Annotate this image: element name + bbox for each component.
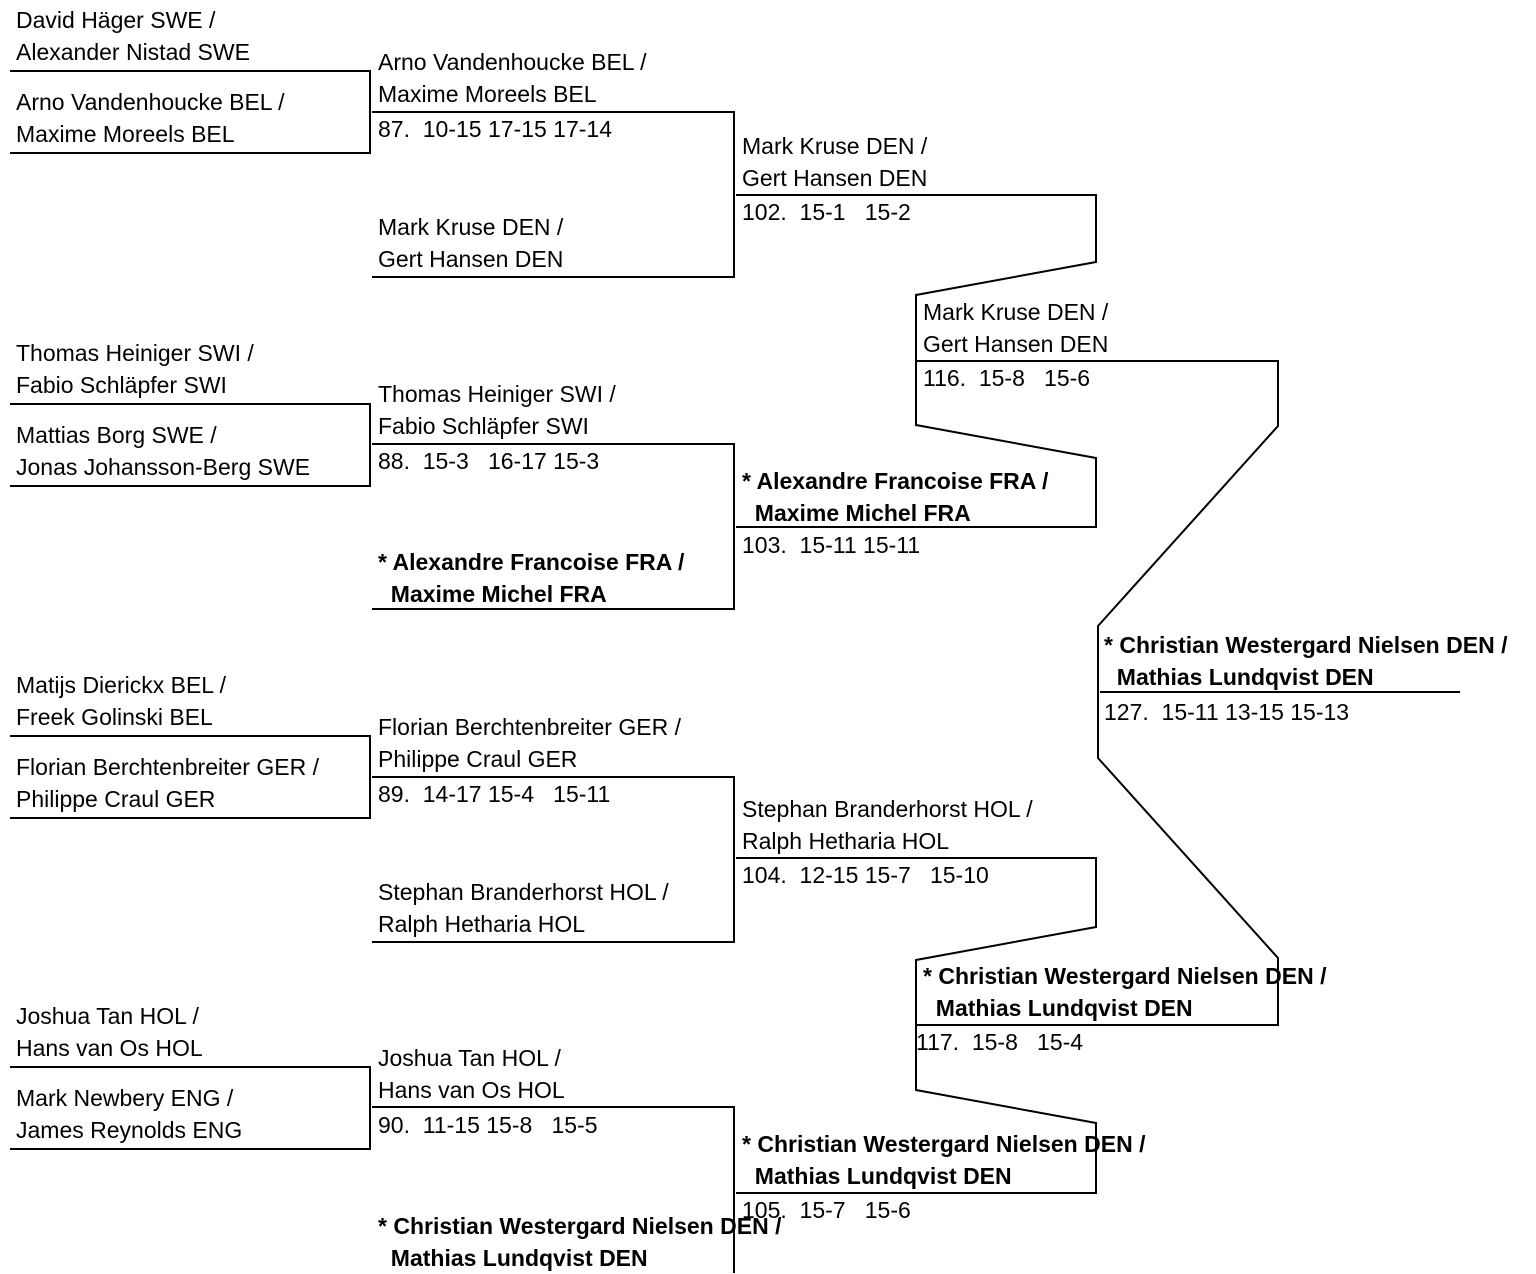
final-winner-top: * Christian Westergard Nielsen DEN / — [1104, 632, 1508, 658]
r2-match-score-89: 89. 14-17 15-4 15-11 — [378, 781, 611, 807]
r1-entry-1-top: David Häger SWE / — [16, 7, 216, 33]
r3-entry-3-top: Stephan Branderhorst HOL / — [742, 796, 1033, 822]
r1-entry-4-bottom: Jonas Johansson-Berg SWE — [16, 454, 311, 480]
r1-entry-1-bottom: Alexander Nistad SWE — [16, 39, 250, 65]
r3-match-score-104: 104. 12-15 15-7 15-10 — [742, 862, 989, 888]
r3-entry-2-top: * Alexandre Francoise FRA / — [742, 468, 1049, 494]
r2-match-score-88: 88. 15-3 16-17 15-3 — [378, 448, 600, 474]
r2-entry-8-top: * Christian Westergard Nielsen DEN / — [378, 1213, 782, 1239]
r1-entry-8-bottom: James Reynolds ENG — [16, 1117, 243, 1143]
r2-entry-5-bottom: Philippe Craul GER — [378, 746, 578, 772]
r2-entry-1-bottom: Maxime Moreels BEL — [378, 81, 597, 107]
r4-match-score-116: 116. 15-8 15-6 — [923, 365, 1091, 391]
r4-entry-2-top: * Christian Westergard Nielsen DEN / — [923, 963, 1327, 989]
r1-entry-5-top: Matijs Dierickx BEL / — [16, 672, 227, 698]
r3-entry-4-top: * Christian Westergard Nielsen DEN / — [742, 1131, 1146, 1157]
r2-entry-3-bottom: Fabio Schläpfer SWI — [378, 413, 589, 439]
r2-entry-2-top: Mark Kruse DEN / — [378, 214, 564, 240]
r2-entry-7-top: Joshua Tan HOL / — [378, 1045, 561, 1071]
final-winner-bottom: Mathias Lundqvist DEN — [1104, 664, 1374, 690]
r1-entry-7-bottom: Hans van Os HOL — [16, 1035, 203, 1061]
r2-match-score-90: 90. 11-15 15-8 15-5 — [378, 1112, 598, 1138]
r4-entry-1-top: Mark Kruse DEN / — [923, 299, 1109, 325]
r1-entry-2-bottom: Maxime Moreels BEL — [16, 121, 235, 147]
r2-entry-5-top: Florian Berchtenbreiter GER / — [378, 714, 681, 740]
r1-entry-5-bottom: Freek Golinski BEL — [16, 704, 213, 730]
r2-entry-2-bottom: Gert Hansen DEN — [378, 246, 564, 272]
r1-entry-3-top: Thomas Heiniger SWI / — [16, 340, 254, 366]
r2-entry-4-bottom: Maxime Michel FRA — [378, 581, 607, 607]
r1-entry-4-top: Mattias Borg SWE / — [16, 422, 217, 448]
r4-match-score-117: 117. 15-8 15-4 — [916, 1029, 1084, 1055]
r1-entry-6-top: Florian Berchtenbreiter GER / — [16, 754, 319, 780]
r3-entry-3-bottom: Ralph Hetharia HOL — [742, 828, 950, 854]
r1-entry-7-top: Joshua Tan HOL / — [16, 1003, 199, 1029]
r4-entry-1-bottom: Gert Hansen DEN — [923, 331, 1109, 357]
r3-entry-4-bottom: Mathias Lundqvist DEN — [742, 1163, 1012, 1189]
r3-entry-1-top: Mark Kruse DEN / — [742, 133, 928, 159]
r2-match-score-87: 87. 10-15 17-15 17-14 — [378, 116, 613, 142]
r2-entry-6-bottom: Ralph Hetharia HOL — [378, 911, 586, 937]
r3-entry-2-bottom: Maxime Michel FRA — [742, 500, 971, 526]
r1-entry-3-bottom: Fabio Schläpfer SWI — [16, 372, 227, 398]
r2-entry-6-top: Stephan Branderhorst HOL / — [378, 879, 669, 905]
r2-entry-4-top: * Alexandre Francoise FRA / — [378, 549, 685, 575]
r3-match-score-105: 105. 15-7 15-6 — [742, 1197, 911, 1223]
r2-entry-3-top: Thomas Heiniger SWI / — [378, 381, 616, 407]
r3-entry-1-bottom: Gert Hansen DEN — [742, 165, 928, 191]
r2-entry-7-bottom: Hans van Os HOL — [378, 1077, 565, 1103]
r2-entry-1-top: Arno Vandenhoucke BEL / — [378, 49, 647, 75]
r1-entry-6-bottom: Philippe Craul GER — [16, 786, 216, 812]
r3-match-score-103: 103. 15-11 15-11 — [742, 532, 921, 558]
r1-entry-8-top: Mark Newbery ENG / — [16, 1085, 234, 1111]
r3-match-score-102: 102. 15-1 15-2 — [742, 199, 911, 225]
final-match-score-127: 127. 15-11 13-15 15-13 — [1104, 699, 1350, 725]
r2-entry-8-bottom: Mathias Lundqvist DEN — [378, 1245, 648, 1271]
r1-entry-2-top: Arno Vandenhoucke BEL / — [16, 89, 285, 115]
r4-entry-2-bottom: Mathias Lundqvist DEN — [923, 995, 1193, 1021]
